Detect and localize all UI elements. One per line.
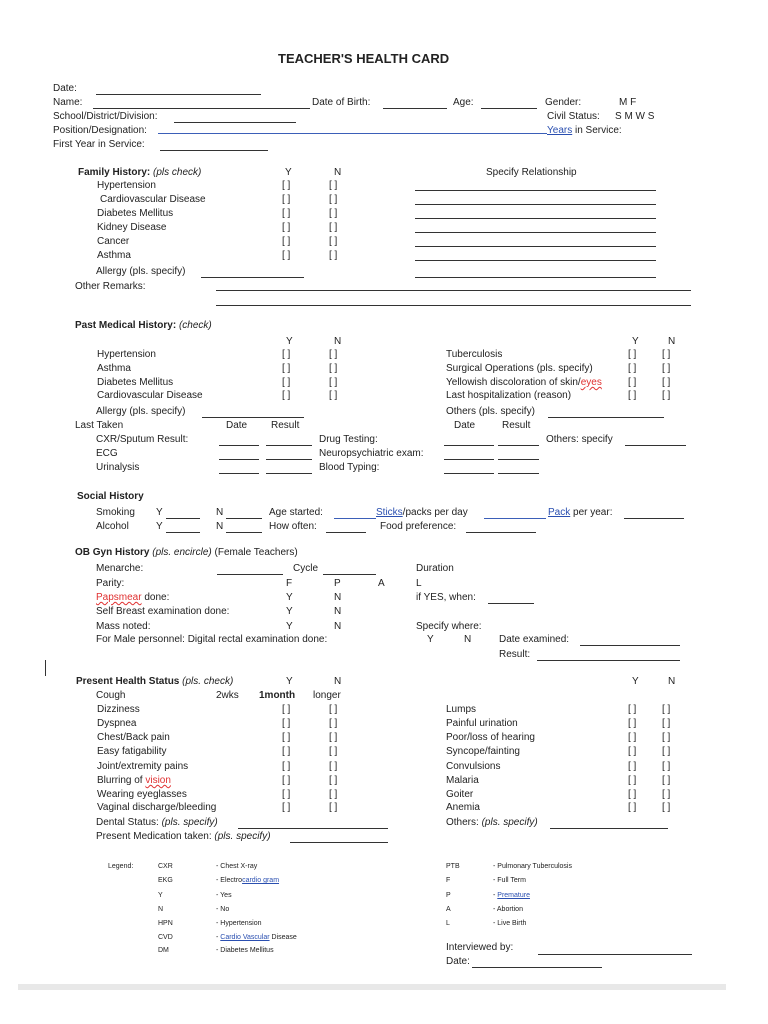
past-item-label: Hypertension [97, 349, 156, 360]
lab-date-header-right: Date [454, 420, 476, 431]
present-y-checkbox-right[interactable]: [ ] [628, 718, 637, 729]
present-item-label-right: Convulsions [446, 761, 501, 772]
past-n-checkbox-right[interactable]: [ ] [662, 377, 671, 388]
past-item-label-right: Yellowish discoloration of skin/eyes [446, 377, 602, 388]
past-item-label-right: Last hospitalization (reason) [446, 390, 572, 401]
present-y-checkbox[interactable]: [ ] [282, 761, 291, 772]
present-y-checkbox-right[interactable]: [ ] [628, 732, 637, 743]
dob-label: Date of Birth: [312, 97, 371, 108]
smoking-label: Smoking [96, 507, 135, 518]
parity-p[interactable]: P [334, 578, 341, 589]
present-n-checkbox[interactable]: [ ] [329, 732, 338, 743]
interviewed-by-label: Interviewed by: [446, 942, 514, 953]
papsmear-n[interactable]: N [334, 592, 342, 603]
legend-key: EKG [158, 877, 173, 884]
alcohol-n-field[interactable] [226, 532, 262, 533]
past-others-field[interactable] [548, 417, 664, 418]
family-item-label: Asthma [97, 250, 131, 261]
present-n-checkbox[interactable]: [ ] [329, 761, 338, 772]
past-y-checkbox-right[interactable]: [ ] [628, 349, 637, 360]
present-item-label: Vaginal discharge/bleeding [97, 802, 217, 813]
present-y-checkbox[interactable]: [ ] [282, 704, 291, 715]
page-bottom-edge [18, 984, 726, 990]
duration-label: Duration [416, 563, 454, 574]
lab-label-left: CXR/Sputum Result: [96, 434, 189, 445]
family-history-heading: Family History: (pls check) [78, 167, 202, 178]
relationship-field[interactable] [415, 246, 656, 247]
present-n-checkbox[interactable]: [ ] [329, 718, 338, 729]
legend-key: HPN [158, 920, 173, 927]
legend-value: - Electrocardio gram [216, 877, 280, 884]
lab-date-field[interactable] [219, 473, 259, 474]
present-item-label-right: Painful urination [446, 718, 518, 729]
present-y-checkbox[interactable]: [ ] [282, 775, 291, 786]
dental-status-label: Dental Status: (pls. specify) [96, 817, 218, 828]
pack-per-year-label: Pack per year: [548, 507, 613, 518]
past-n-checkbox-right[interactable]: [ ] [662, 363, 671, 374]
legend-label: Legend: [108, 863, 134, 870]
present-item-label: Wearing eyeglasses [97, 789, 187, 800]
gender-label: Gender: [545, 97, 582, 108]
smoking-y-label: Y [156, 507, 163, 518]
past-n-header-left: N [334, 336, 342, 347]
present-y-checkbox-right[interactable]: [ ] [628, 704, 637, 715]
past-n-checkbox[interactable]: [ ] [329, 363, 338, 374]
relationship-field[interactable] [415, 190, 656, 191]
parity-label: Parity: [96, 578, 125, 589]
legend-key: CVD [158, 934, 173, 941]
past-y-checkbox[interactable]: [ ] [282, 363, 291, 374]
gender-options[interactable]: M F [619, 97, 637, 108]
present-n-checkbox-right[interactable]: [ ] [662, 704, 671, 715]
past-allergy-label: Allergy (pls. specify) [96, 406, 186, 417]
legend-key-right: L [446, 920, 450, 927]
family-n-checkbox[interactable]: [ ] [329, 222, 338, 233]
school-field[interactable] [174, 122, 296, 123]
male-dre-n[interactable]: N [464, 634, 472, 645]
papsmear-label: Papsmear done: [96, 592, 170, 603]
past-n-checkbox[interactable]: [ ] [329, 349, 338, 360]
present-y-checkbox[interactable]: [ ] [282, 746, 291, 757]
lab-result-field[interactable] [266, 473, 312, 474]
lab-date-field[interactable] [219, 445, 259, 446]
age-label: Age: [453, 97, 474, 108]
family-y-checkbox[interactable]: [ ] [282, 180, 291, 191]
present-item-label: Dyspnea [97, 718, 137, 729]
alcohol-n-label: N [216, 521, 224, 532]
menarche-field[interactable] [217, 574, 283, 575]
present-y-checkbox-right[interactable]: [ ] [628, 746, 637, 757]
past-others-label: Others (pls. specify) [446, 406, 535, 417]
present-n-checkbox-right[interactable]: [ ] [662, 746, 671, 757]
relationship-field[interactable] [415, 204, 656, 205]
family-item-label: Cardiovascular Disease [100, 194, 206, 205]
present-n-checkbox[interactable]: [ ] [329, 802, 338, 813]
family-y-checkbox[interactable]: [ ] [282, 222, 291, 233]
age-started-label: Age started: [269, 507, 323, 518]
lab-date-field-right[interactable] [444, 459, 494, 460]
footer-date-field[interactable] [472, 967, 602, 968]
cycle-field[interactable] [323, 574, 376, 575]
past-item-label-right: Surgical Operations (pls. specify) [446, 363, 593, 374]
present-y-checkbox-right[interactable]: [ ] [628, 802, 637, 813]
legend-value-right: - Abortion [493, 906, 523, 913]
legend-key-right: A [446, 906, 451, 913]
food-preference-field[interactable] [466, 532, 536, 533]
other-remarks-line-2[interactable] [216, 305, 691, 306]
years-in-service-label: Years in Service: [547, 125, 622, 136]
smoking-n-field[interactable] [226, 518, 262, 519]
past-n-checkbox-right[interactable]: [ ] [662, 349, 671, 360]
present-n-header-right: N [668, 676, 676, 687]
past-y-checkbox[interactable]: [ ] [282, 349, 291, 360]
legend-key: Y [158, 892, 163, 899]
lab-result-header-left: Result [271, 420, 300, 431]
cough-longer[interactable]: longer [313, 690, 341, 701]
other-remarks-label: Other Remarks: [75, 281, 146, 292]
social-history-heading: Social History [77, 491, 144, 502]
present-n-checkbox-right[interactable]: [ ] [662, 802, 671, 813]
date-examined-field[interactable] [580, 645, 680, 646]
lab-label-left: Urinalysis [96, 462, 140, 473]
interviewed-by-field[interactable] [538, 954, 692, 955]
past-y-checkbox[interactable]: [ ] [282, 377, 291, 388]
how-often-field[interactable] [326, 532, 366, 533]
mass-noted-y[interactable]: Y [286, 621, 293, 632]
present-medication-label: Present Medication taken: (pls. specify) [96, 831, 271, 842]
relationship-field[interactable] [415, 260, 656, 261]
lab-result-field-right[interactable] [498, 459, 539, 460]
past-y-header-left: Y [286, 336, 293, 347]
lab-label-right: Neuropsychiatric exam: [319, 448, 424, 459]
civil-status-label: Civil Status: [547, 111, 600, 122]
lab-result-header-right: Result [502, 420, 531, 431]
legend-value-right: - Live Birth [493, 920, 527, 927]
other-remarks-line-1[interactable] [216, 290, 691, 291]
past-y-checkbox[interactable]: [ ] [282, 390, 291, 401]
legend-key-right: P [446, 892, 451, 899]
family-n-checkbox[interactable]: [ ] [329, 194, 338, 205]
age-started-field[interactable] [334, 518, 376, 519]
packs-per-day-field[interactable] [484, 518, 546, 519]
lab-date-field-right[interactable] [444, 473, 494, 474]
parity-f[interactable]: F [286, 578, 293, 589]
cough-1month[interactable]: 1month [259, 690, 296, 701]
present-n-checkbox[interactable]: [ ] [329, 746, 338, 757]
family-n-checkbox[interactable]: [ ] [329, 250, 338, 261]
date-examined-label: Date examined: [499, 634, 570, 645]
present-item-label: Easy fatigability [97, 746, 167, 757]
lab-label-left: ECG [96, 448, 118, 459]
family-item-label: Diabetes Mellitus [97, 208, 174, 219]
family-item-label: Cancer [97, 236, 130, 247]
present-n-checkbox-right[interactable]: [ ] [662, 775, 671, 786]
alcohol-label: Alcohol [96, 521, 129, 532]
breast-exam-y[interactable]: Y [286, 606, 293, 617]
present-item-label-right: Goiter [446, 789, 474, 800]
present-medication-field[interactable] [290, 842, 388, 843]
present-n-checkbox-right[interactable]: [ ] [662, 718, 671, 729]
present-n-checkbox[interactable]: [ ] [329, 789, 338, 800]
date-field[interactable] [96, 94, 261, 95]
legend-value: - Diabetes Mellitus [216, 947, 274, 954]
legend-key-right: F [446, 877, 451, 884]
first-year-label: First Year in Service: [53, 139, 145, 150]
relationship-field[interactable] [415, 232, 656, 233]
legend-value: - Chest X-ray [216, 863, 258, 870]
family-allergy-relation-line[interactable] [415, 277, 656, 278]
mass-noted-n[interactable]: N [334, 621, 342, 632]
smoking-n-label: N [216, 507, 224, 518]
present-y-checkbox-right[interactable]: [ ] [628, 789, 637, 800]
how-often-label: How often: [269, 521, 317, 532]
legend-value: - Cardio Vascular Disease [216, 934, 297, 941]
present-y-header-right: Y [632, 676, 639, 687]
name-field[interactable] [93, 108, 310, 109]
first-year-field[interactable] [160, 150, 268, 151]
family-y-checkbox[interactable]: [ ] [282, 208, 291, 219]
breast-exam-label: Self Breast examination done: [96, 606, 230, 617]
past-medical-heading: Past Medical History: (check) [75, 320, 212, 331]
past-n-checkbox-right[interactable]: [ ] [662, 390, 671, 401]
lab-label-right: Blood Typing: [319, 462, 380, 473]
dre-result-label: Result: [499, 649, 531, 660]
present-y-header-left: Y [286, 676, 293, 687]
present-item-label: Chest/Back pain [97, 732, 170, 743]
present-others-field[interactable] [550, 828, 668, 829]
lab-date-field-right[interactable] [444, 445, 494, 446]
present-others-label: Others: (pls. specify) [446, 817, 538, 828]
breast-exam-n[interactable]: N [334, 606, 342, 617]
present-y-checkbox[interactable]: [ ] [282, 802, 291, 813]
present-item-label-right: Poor/loss of hearing [446, 732, 535, 743]
papsmear-y[interactable]: Y [286, 592, 293, 603]
parity-a[interactable]: A [378, 578, 385, 589]
male-dre-label: For Male personnel: Digital rectal examination done: [96, 634, 328, 645]
cycle-label: Cycle [293, 563, 319, 574]
specify-relationship-header: Specify Relationship [486, 167, 577, 178]
lab-result-field-right[interactable] [498, 445, 539, 446]
family-allergy-field[interactable] [201, 277, 304, 278]
lab-date-field[interactable] [219, 459, 259, 460]
alcohol-y-label: Y [156, 521, 163, 532]
present-item-label-right: Syncope/fainting [446, 746, 520, 757]
male-dre-y[interactable]: Y [427, 634, 434, 645]
legend-key: DM [158, 947, 169, 954]
if-yes-when-field[interactable] [488, 603, 534, 604]
if-yes-label: if YES, when: [416, 592, 476, 603]
past-n-checkbox[interactable]: [ ] [329, 390, 338, 401]
specify-where-label: Specify where: [416, 621, 482, 632]
present-n-checkbox-right[interactable]: [ ] [662, 732, 671, 743]
present-item-label-right: Anemia [446, 802, 480, 813]
present-y-checkbox[interactable]: [ ] [282, 789, 291, 800]
present-y-checkbox-right[interactable]: [ ] [628, 761, 637, 772]
lab-result-field-right[interactable] [498, 473, 539, 474]
present-y-checkbox-right[interactable]: [ ] [628, 775, 637, 786]
pack-per-year-field[interactable] [624, 518, 684, 519]
family-y-checkbox[interactable]: [ ] [282, 250, 291, 261]
present-item-label: Dizziness [97, 704, 140, 715]
past-y-checkbox-right[interactable]: [ ] [628, 363, 637, 374]
present-item-label: Joint/extremity pains [97, 761, 189, 772]
parity-l[interactable]: L [416, 578, 422, 589]
name-label: Name: [53, 97, 83, 108]
past-n-header-right: N [668, 336, 676, 347]
dob-field[interactable] [383, 108, 447, 109]
lab-date-header-left: Date [226, 420, 248, 431]
past-n-checkbox[interactable]: [ ] [329, 377, 338, 388]
family-y-checkbox[interactable]: [ ] [282, 194, 291, 205]
position-field[interactable] [158, 133, 547, 134]
civil-status-options[interactable]: S M W S [615, 111, 655, 122]
alcohol-y-field[interactable] [166, 532, 200, 533]
legend-value: - Yes [216, 892, 232, 899]
present-n-checkbox[interactable]: [ ] [329, 704, 338, 715]
position-label: Position/Designation: [53, 125, 147, 136]
family-n-checkbox[interactable]: [ ] [329, 236, 338, 247]
legend-key-right: PTB [446, 863, 460, 870]
legend-value-right: - Full Term [493, 877, 526, 884]
past-item-label: Asthma [97, 363, 131, 374]
present-y-checkbox[interactable]: [ ] [282, 718, 291, 729]
footer-date-label: Date: [446, 956, 470, 967]
legend-key: CXR [158, 863, 173, 870]
family-item-label: Kidney Disease [97, 222, 167, 233]
present-item-label: Blurring of vision [97, 775, 171, 786]
text-cursor [45, 660, 46, 676]
food-preference-label: Food preference: [380, 521, 457, 532]
smoking-y-field[interactable] [166, 518, 200, 519]
past-item-label: Diabetes Mellitus [97, 377, 174, 388]
present-health-heading: Present Health Status (pls. check) [76, 676, 234, 687]
legend-value: - No [216, 906, 230, 913]
present-n-checkbox-right[interactable]: [ ] [662, 761, 671, 772]
legend-key: N [158, 906, 164, 913]
menarche-label: Menarche: [96, 563, 144, 574]
present-item-label-right: Malaria [446, 775, 479, 786]
dental-status-field[interactable] [238, 828, 388, 829]
date-label: Date: [53, 83, 77, 94]
dre-result-field[interactable] [537, 660, 680, 661]
present-n-checkbox-right[interactable]: [ ] [662, 789, 671, 800]
past-y-checkbox-right[interactable]: [ ] [628, 390, 637, 401]
family-y-checkbox[interactable]: [ ] [282, 236, 291, 247]
lab-label-right: Drug Testing: [319, 434, 378, 445]
lab-others-specify-label: Others: specify [546, 434, 613, 445]
relationship-field[interactable] [415, 218, 656, 219]
family-n-checkbox[interactable]: [ ] [329, 208, 338, 219]
family-allergy-label: Allergy (pls. specify) [96, 266, 186, 277]
obgyn-heading: OB Gyn History (pls. encircle) (Female Teachers) [75, 547, 298, 558]
past-item-label: Cardiovascular Disease [97, 390, 203, 401]
mass-noted-label: Mass noted: [96, 621, 151, 632]
family-y-header: Y [285, 167, 292, 178]
legend-value-right: - Pulmonary Tuberculosis [493, 863, 572, 870]
lab-result-field[interactable] [266, 459, 312, 460]
school-label: School/District/Division: [53, 111, 158, 122]
cough-2wks[interactable]: 2wks [216, 690, 239, 701]
family-item-label: Hypertension [97, 180, 156, 191]
sticks-packs-label: Sticks/packs per day [376, 507, 468, 518]
family-n-header: N [334, 167, 342, 178]
present-n-checkbox[interactable]: [ ] [329, 775, 338, 786]
age-field[interactable] [481, 108, 537, 109]
present-y-checkbox[interactable]: [ ] [282, 732, 291, 743]
present-item-label-right: Lumps [446, 704, 477, 715]
lab-result-field[interactable] [266, 445, 312, 446]
past-y-header-right: Y [632, 336, 639, 347]
past-allergy-field[interactable] [202, 417, 304, 418]
past-item-label-right: Tuberculosis [446, 349, 503, 360]
lab-others-specify-field[interactable] [625, 445, 686, 446]
page-title: TEACHER'S HEALTH CARD [278, 51, 450, 66]
last-taken-label: Last Taken [75, 420, 124, 431]
cough-label: Cough [96, 690, 126, 701]
family-n-checkbox[interactable]: [ ] [329, 180, 338, 191]
past-y-checkbox-right[interactable]: [ ] [628, 377, 637, 388]
legend-value: - Hypertension [216, 920, 262, 927]
legend-value-right: - Premature [493, 892, 530, 899]
present-n-header-left: N [334, 676, 342, 687]
